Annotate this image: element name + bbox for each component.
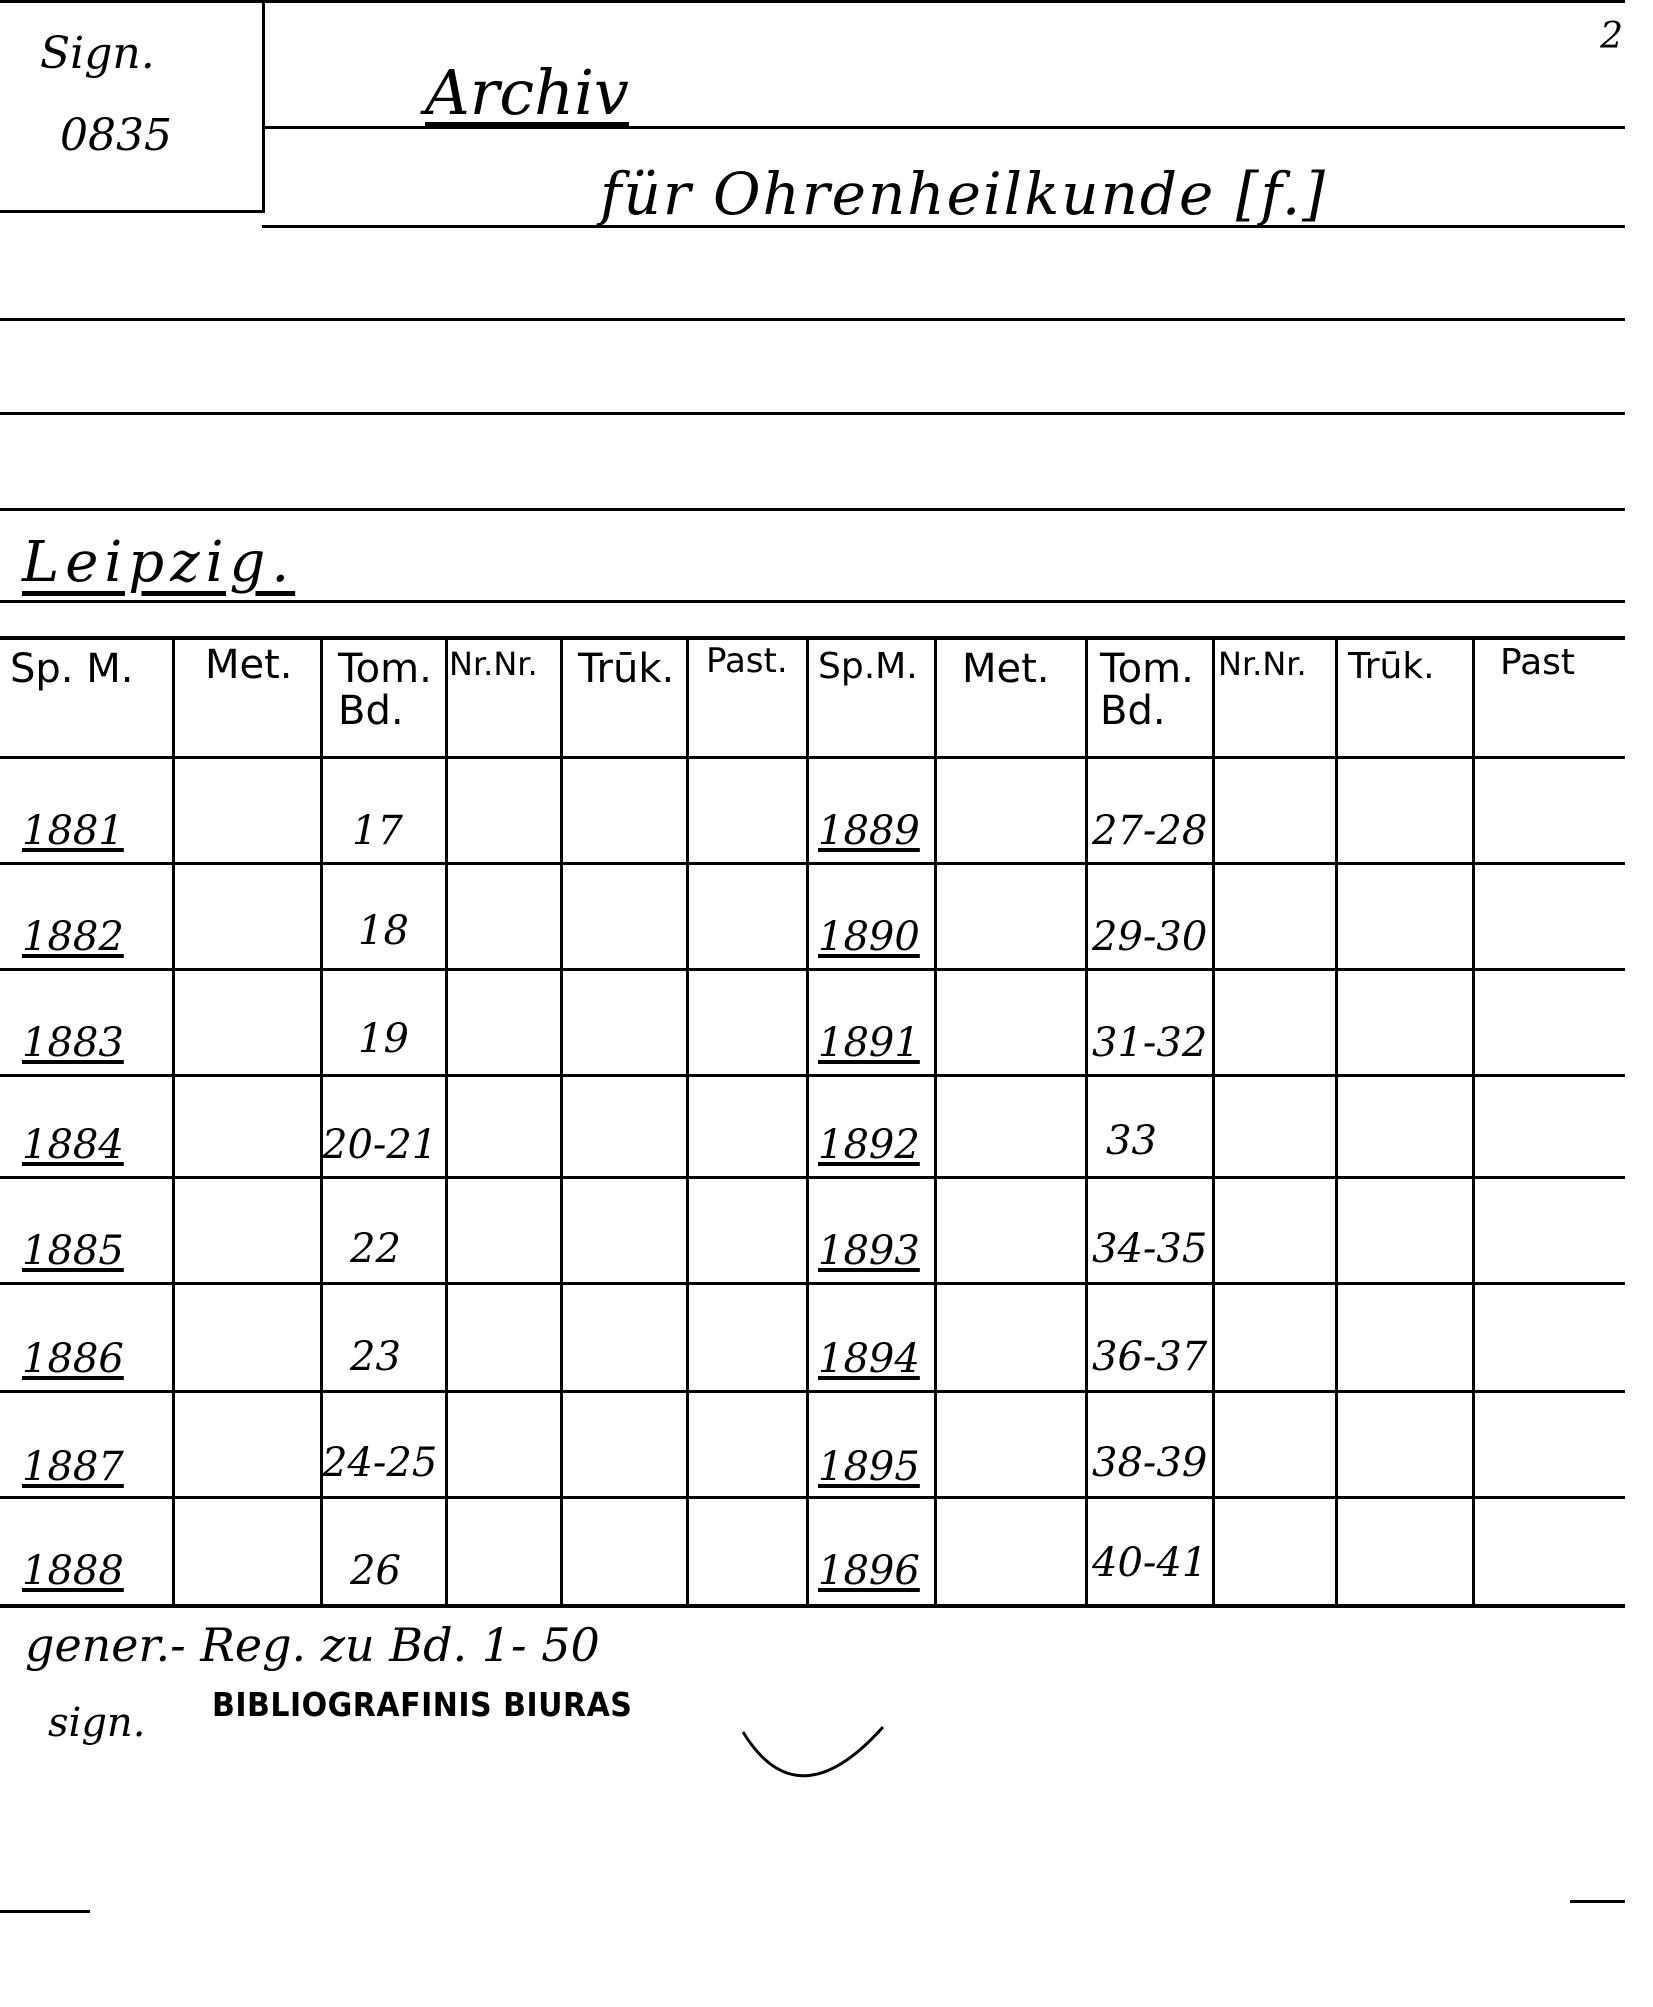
punch-hole-arc [738,1712,888,1822]
title-line-1: Archiv [425,56,629,129]
header-nr-nr-right: Nr.Nr. [1218,645,1307,683]
col-divider-1 [172,638,175,1606]
right-year-6: 1894 [818,1336,920,1382]
left-year-2: 1882 [22,914,124,960]
table-header-bottom [0,756,1625,759]
blank-rule-2 [0,412,1625,415]
left-volume-7: 24-25 [322,1440,438,1486]
header-tom-bd-right: Tom. Bd. [1100,646,1194,734]
left-year-5: 1885 [22,1228,124,1274]
header-sp-m-left: Sp. M. [10,646,134,692]
blank-rule-3 [0,508,1625,511]
header-truk-left: Trūk. [578,646,675,692]
header-sp-m-right: Sp.M. [818,646,918,687]
header-truk-right: Trūk. [1348,646,1435,687]
right-volume-8: 40-41 [1092,1540,1208,1586]
header-met-left: Met. [205,642,293,688]
col-divider-5 [686,638,689,1606]
place-rule [0,600,1625,603]
col-divider-4 [560,638,563,1606]
right-year-7: 1895 [818,1444,920,1490]
bottom-edge-mark-right [1570,1900,1625,1903]
left-year-6: 1886 [22,1336,124,1382]
place-of-publication: Leipzig. [22,530,296,595]
left-volume-3: 19 [358,1016,409,1062]
row-line-2 [0,968,1625,971]
bottom-edge-mark-left [0,1910,90,1913]
col-divider-6 [806,638,809,1606]
signature-label: Sign. [40,28,155,79]
row-line-3 [0,1074,1625,1077]
table-bottom-border [0,1604,1625,1608]
header-past-left: Past. [706,641,788,681]
left-year-3: 1883 [22,1020,124,1066]
right-year-2: 1890 [818,914,920,960]
left-year-4: 1884 [22,1122,124,1168]
right-volume-3: 31-32 [1092,1020,1208,1066]
right-year-5: 1893 [818,1228,920,1274]
library-stamp: BIBLIOGRAFINIS BIURAS [212,1686,633,1725]
row-line-7 [0,1496,1625,1499]
col-divider-10 [1335,638,1338,1606]
top-border [0,0,1625,3]
col-divider-7 [934,638,937,1606]
right-volume-4: 33 [1106,1118,1157,1164]
right-year-4: 1892 [818,1122,920,1168]
left-volume-4: 20-21 [322,1122,438,1168]
blank-rule-1 [0,318,1625,321]
signature-box-bottom [0,210,265,213]
col-divider-3 [445,638,448,1606]
general-register-note: gener.- Reg. zu Bd. 1- 50 [25,1618,600,1672]
right-volume-1: 27-28 [1092,808,1208,854]
right-year-3: 1891 [818,1020,920,1066]
left-volume-2: 18 [358,908,409,954]
table-top-border [0,636,1625,640]
row-line-5 [0,1282,1625,1285]
footer-sign-label: sign. [48,1700,146,1746]
right-volume-5: 34-35 [1092,1226,1208,1272]
left-year-7: 1887 [22,1444,124,1490]
left-year-1: 1881 [22,808,124,854]
right-year-1: 1889 [818,808,920,854]
signature-box-divider [262,0,265,213]
right-year-8: 1896 [818,1548,920,1594]
col-divider-9 [1212,638,1215,1606]
row-line-6 [0,1390,1625,1393]
row-line-1 [0,862,1625,865]
col-divider-11 [1472,638,1475,1606]
left-volume-8: 26 [350,1548,401,1594]
header-past-right: Past [1500,642,1576,683]
left-volume-5: 22 [350,1226,401,1272]
header-met-right: Met. [962,646,1050,692]
title-line-2: für Ohrenheilkunde [f.] [600,160,1327,228]
left-volume-6: 23 [350,1334,401,1380]
header-nr-nr-left: Nr.Nr. [449,645,538,683]
header-tom-bd-left: Tom. Bd. [338,646,432,734]
left-volume-1: 17 [352,808,403,854]
signature-value: 0835 [60,110,172,161]
corner-mark: 2 [1600,16,1623,57]
left-year-8: 1888 [22,1548,124,1594]
right-volume-6: 36-37 [1092,1334,1208,1380]
row-line-4 [0,1176,1625,1179]
right-volume-2: 29-30 [1092,914,1208,960]
col-divider-8 [1085,638,1088,1606]
right-volume-7: 38-39 [1092,1440,1208,1486]
